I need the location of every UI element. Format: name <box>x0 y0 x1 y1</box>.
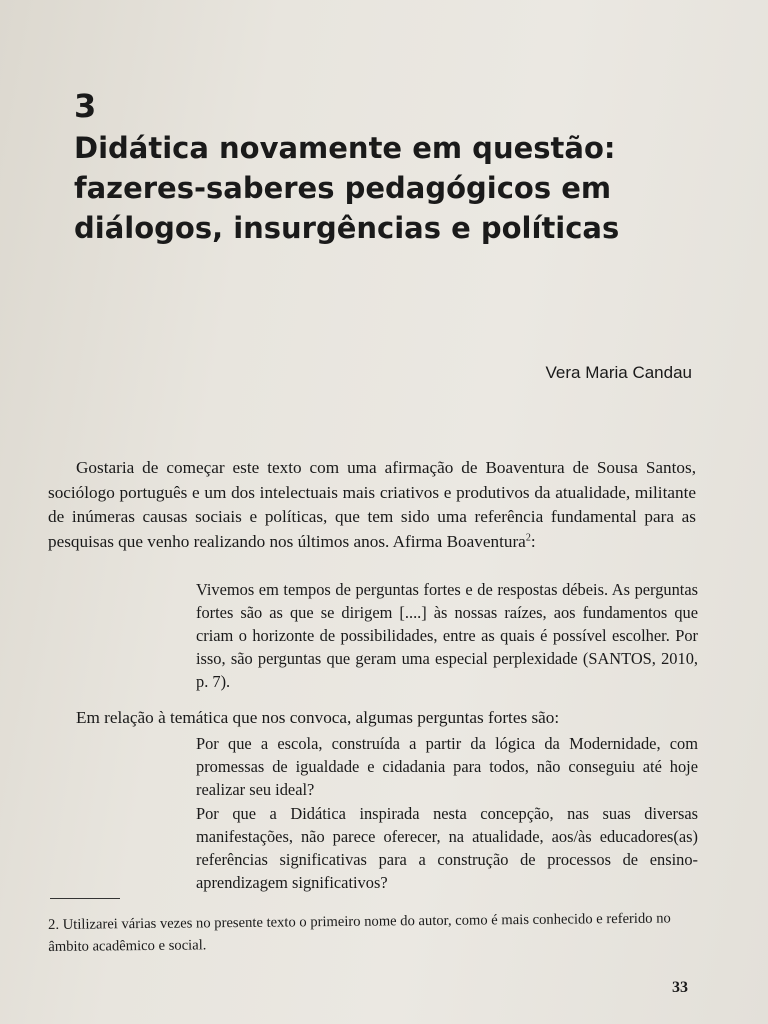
footnote <box>48 907 698 958</box>
intro-text: Gostaria de começar este texto com uma afirmação de Boaventura de Sousa Santos, sociólogo português e um dos intelectuais mais criativos e produtivos da atualidade, militante de inúmeras causas sociais e políticas, que tem sido uma referência fundamental para as pesquisas que venho realizando nos últimos anos. Afirma Boaventura <box>48 458 696 551</box>
footnote-reference: 2 <box>525 531 531 543</box>
author-name: Vera Maria Candau <box>545 363 692 382</box>
block-quote: Vivemos em tempos de perguntas fortes e de respostas débeis. As perguntas fortes são as que se dirigem [....] às nossas raízes, aos fundamentos que criam o horizonte de possibilidades, entre as quais é possível escolher. Por isso, são perguntas que geram uma especial perplexidade (SANTOS, 2010, p. 7). <box>196 580 698 691</box>
footnote-mark: 2. <box>48 916 60 933</box>
footnote-divider <box>50 898 120 899</box>
intro-end: : <box>530 531 536 551</box>
page-number: 33 <box>672 979 688 996</box>
chapter-title-line: Didática novamente em questão: <box>74 131 616 165</box>
question-two: Por que a Didática inspirada nesta concepção, nas suas diversas manifestações, não parece oferecer, na atualidade, aos/às educadores(as) referências significativas para a construção de processos de ensino-aprendizagem significativos? <box>196 804 698 892</box>
chapter-title-line: fazeres-saberes pedagógicos em <box>74 171 612 205</box>
footnote-text: Utilizarei várias vezes no presente texto o primeiro nome do autor, como é mais conhecido e referido no âmbito acadêmico e social. <box>48 910 671 955</box>
chapter-number: 3 <box>74 87 97 125</box>
intro-paragraph <box>48 456 696 554</box>
question-one: Por que a escola, construída a partir da lógica da Modernidade, com promessas de igualdade e cidadania para todos, não conseguiu até hoje realizar seu ideal? <box>196 734 698 799</box>
lead-in-paragraph: Em relação à temática que nos convoca, algumas perguntas fortes são: <box>76 708 560 727</box>
chapter-title <box>74 128 694 248</box>
chapter-title-line: diálogos, insurgências e políticas <box>74 211 620 245</box>
